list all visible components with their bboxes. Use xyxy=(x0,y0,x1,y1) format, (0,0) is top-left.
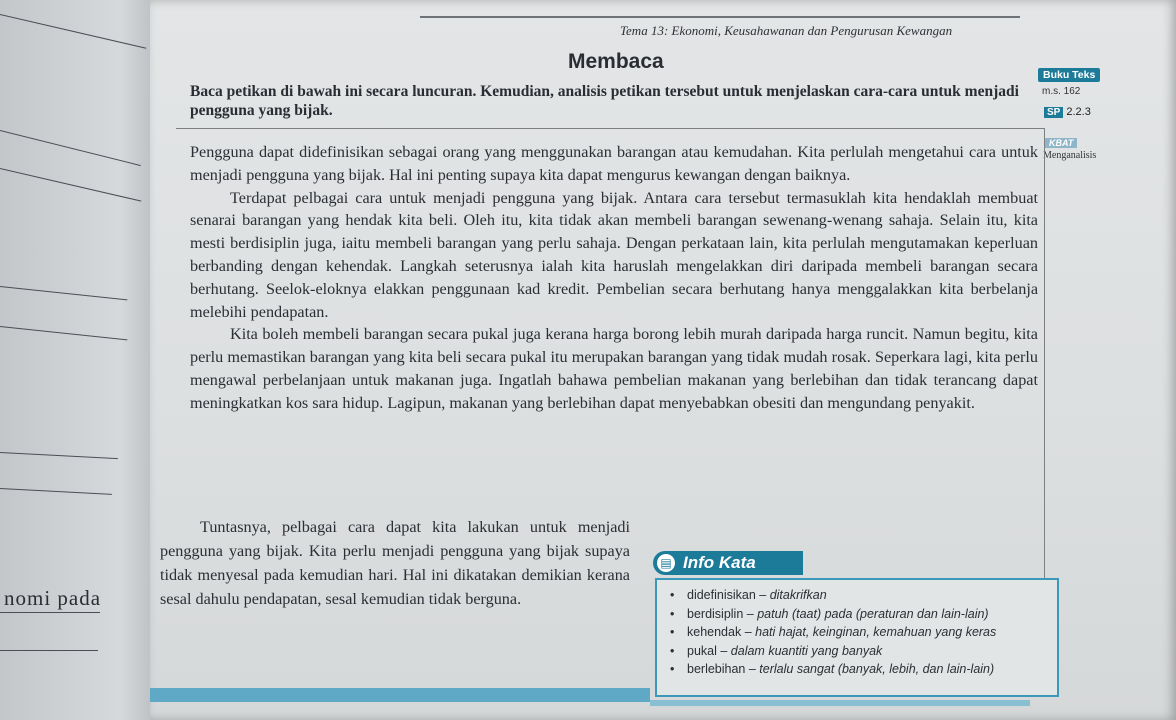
footer-band xyxy=(150,688,650,702)
glossary-item: • didefinisikan – ditakrifkan xyxy=(670,586,996,605)
sp-badge: SP xyxy=(1044,107,1063,118)
glossary-list xyxy=(670,586,996,679)
glossary-item: • kehendak – hati hajat, keinginan, kemahuan yang keras xyxy=(670,623,996,642)
left-rule xyxy=(0,130,141,166)
left-rule xyxy=(0,488,112,495)
kbat-skill: Menganalisis xyxy=(1043,150,1097,161)
glossary-item: • berlebihan – terlalu sangat (banyak, lebih, dan lain-lain) xyxy=(670,660,996,679)
left-rule xyxy=(0,452,118,459)
sp-code: 2.2.3 xyxy=(1066,106,1091,118)
paragraph-2: Terdapat pelbagai cara untuk menjadi pengguna yang bijak. Antara cara tersebut termasuklah kita hendaklah membuat senarai barangan yang hendak kita beli. Oleh itu, kita tidak akan membeli barangan sewenang-wenang sahaja. Selain itu, kita mesti berdisiplin juga, iaitu membeli barangan yang perlu sahaja. Dengan perkataan lain, kita perlulah mengutamakan keperluan berbanding dengan kehendak. Langkah seterusnya ialah kita haruslah mengelakkan diri daripada membeli barangan secara berhutang. Seelok-eloknya elakkan penggunaan kad kredit. Pembelian secara berhutang hanya menggalakkan kita berbelanja melebihi pendapatan. xyxy=(190,188,1038,321)
chapter-header: Tema 13: Ekonomi, Keusahawanan dan Pengurusan Kewangan xyxy=(620,23,953,38)
left-rule xyxy=(0,326,127,340)
sp-reference xyxy=(1044,106,1091,118)
book-icon: ▤ xyxy=(657,554,675,572)
glossary-item: • berdisiplin – patuh (taat) pada (peraturan dan lain-lain) xyxy=(670,605,996,624)
left-rule xyxy=(0,14,146,49)
section-title: Membaca xyxy=(568,50,664,73)
paragraph-1: Pengguna dapat didefinisikan sebagai orang yang menggunakan barangan atau kemudahan. Kita perlulah mengetahui cara untuk menjadi pengguna yang bijak. Hal ini penting supaya kita dapat mengurus kewangan dengan baiknya. xyxy=(190,143,1038,184)
paragraph-4: Tuntasnya, pelbagai cara dapat kita lakukan untuk menjadi pengguna yang bijak. Kita perlu menjadi pengguna yang bijak supaya tidak menyesal pada kemudian hari. Hal ini dikatakan demikian kerana sesal dahulu pendapatan, sesal kemudian tidak berguna. xyxy=(160,518,630,608)
left-rule xyxy=(0,650,98,651)
info-kata-label: Info Kata xyxy=(683,553,756,572)
footer-band xyxy=(650,700,1030,706)
left-page-fragment: nomi pada xyxy=(4,586,102,610)
left-page xyxy=(0,0,150,720)
paragraph-3: Kita boleh membeli barangan secara pukal juga kerana harga borong lebih murah daripada harga runcit. Namun begitu, kita perlu memastikan barangan yang kita beli secara pukal itu merupakan barangan yang tidak mudah rosak. Seperkara lagi, kita perlu mengawal perbelanjaan untuk makanan juga. Ingatlah bahawa pembelian makanan yang berlebihan dan tidak terancang dapat meningkatkan kos sara hidup. Lagipun, makanan yang berlebihan dapat menyebabkan obesiti dan mengundang penyakit. xyxy=(190,325,1038,412)
kbat-badge: KBAT xyxy=(1045,138,1077,148)
passage xyxy=(190,141,1038,415)
left-rule xyxy=(0,612,100,613)
buku-teks-badge: Buku Teks xyxy=(1038,68,1100,82)
info-kata-title xyxy=(653,551,803,575)
left-rule xyxy=(0,286,127,300)
glossary-item: • pukal – dalam kuantiti yang banyak xyxy=(670,642,996,661)
passage-conclusion xyxy=(160,515,630,611)
header-rule xyxy=(420,16,1020,18)
page-reference: m.s. 162 xyxy=(1042,86,1081,97)
instruction-text: Baca petikan di bawah ini secara luncuran. Kemudian, analisis petikan tersebut untuk menjelaskan cara-cara untuk menjadi pengguna yang bijak. xyxy=(190,83,1019,119)
left-rule xyxy=(0,168,141,202)
